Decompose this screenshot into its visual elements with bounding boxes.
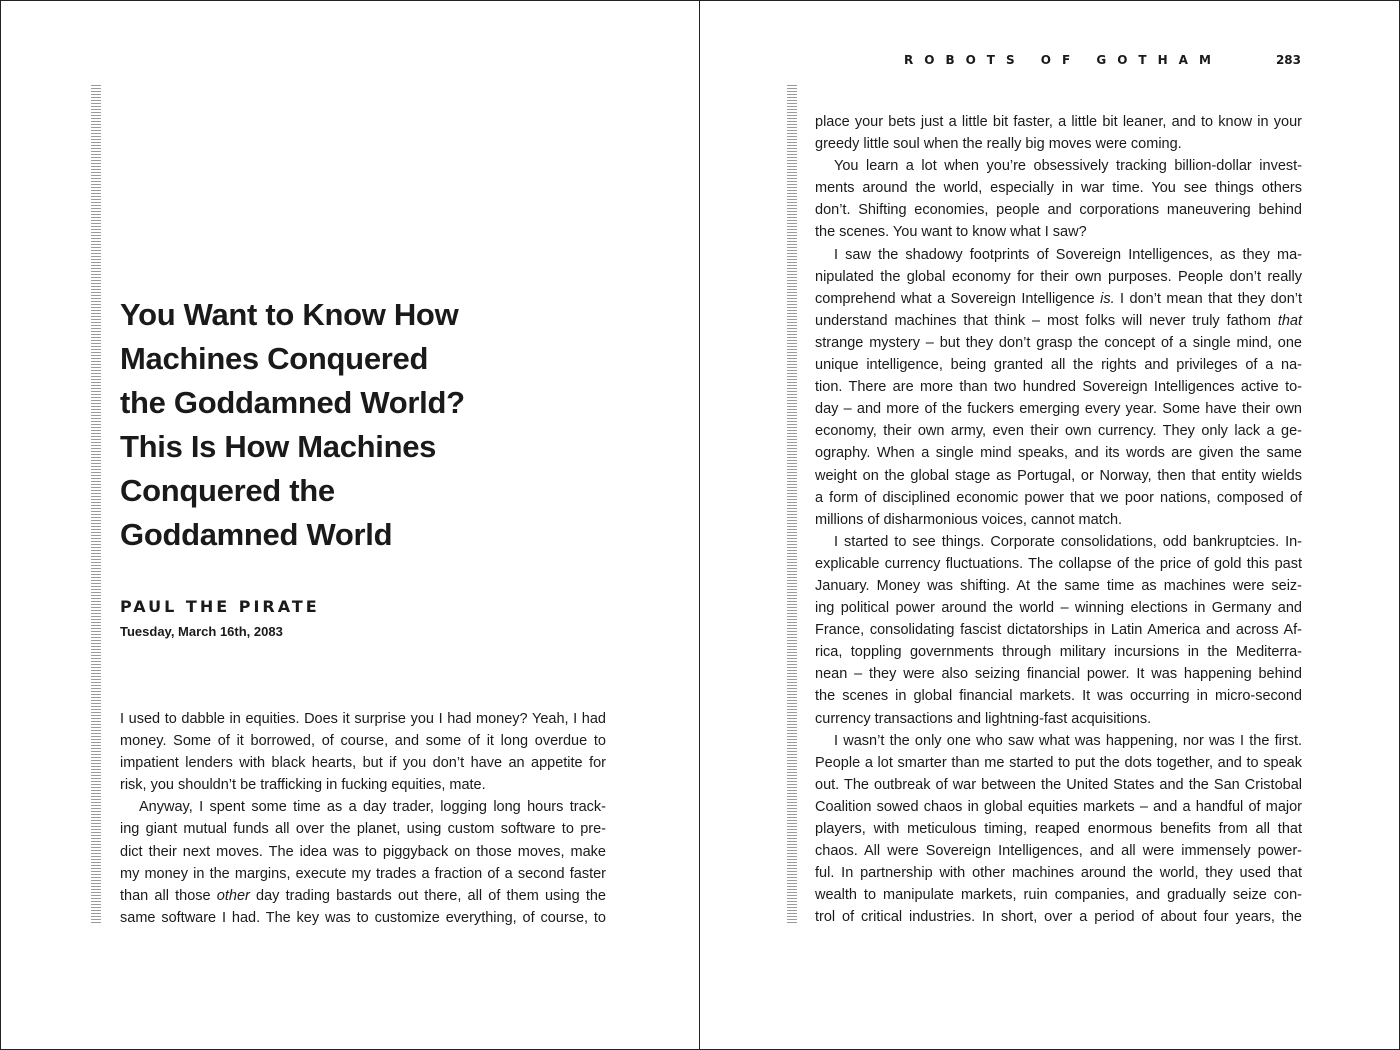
chapter-title-line: You Want to Know How <box>120 297 459 332</box>
text-line: I used to dabble in equities. Does it surprise you I had money? Yeah, I had <box>120 711 606 727</box>
text-run: day trading bastards out there, all of them using the <box>249 887 606 904</box>
margin-rule <box>91 85 101 923</box>
text-line: the scenes. You want to know what I saw? <box>815 224 1087 241</box>
text-line: dict their next moves. The idea was to piggyback on those moves, make <box>120 843 606 860</box>
text-line: place your bets just a little bit faster, a little bit leaner, and to know in your <box>815 114 1302 130</box>
chapter-title-line: Goddamned World <box>120 517 393 552</box>
text-line: nean – they were also seizing financial power. It was happening behind <box>815 666 1302 683</box>
text-line <box>120 885 606 907</box>
text-line: I wasn’t the only one who saw what was happening, nor was I the first. <box>834 732 1302 749</box>
text-line: day – and more of the fuckers emerging every year. Some have their own <box>815 401 1302 418</box>
chapter-title-line: This Is How Machines <box>120 429 437 464</box>
text-line: explicable currency fluctuations. The collapse of the price of gold this past <box>815 555 1302 572</box>
text-line: trol of critical industries. In short, over a period of about four years, the <box>815 909 1302 926</box>
text-line: greedy little soul when the really big moves were coming. <box>815 136 1182 153</box>
text-line: Anyway, I spent some time as a day trader, logging long hours track- <box>139 799 606 816</box>
text-line: ing giant mutual funds all over the planet, using custom software to pre- <box>120 821 606 838</box>
italic-run: other <box>216 887 250 904</box>
text-line: nipulated the global economy for their own purposes. People don’t really <box>815 268 1302 285</box>
italic-run: that <box>1277 312 1302 329</box>
text-line: unique intelligence, being granted all the rights and privileges of a na- <box>815 357 1302 374</box>
text-line: Coalition sowed chaos in global equities markets – and a handful of major <box>815 798 1302 815</box>
text-line: tion. There are more than two hundred Sovereign Intelligences active to- <box>815 379 1302 396</box>
text-line: currency transactions and lightning-fast acquisitions. <box>815 710 1152 727</box>
italic-run: is. <box>1100 290 1115 307</box>
text-line: I saw the shadowy footprints of Sovereign Intelligences, as they ma- <box>834 246 1302 263</box>
text-line: don’t. Shifting economies, people and corporations maneuvering behind <box>815 202 1302 219</box>
right-page <box>699 0 1400 1050</box>
text-line: out. The outbreak of war between the United States and the San Cristobal <box>815 776 1302 793</box>
text-run: comprehend what a Sovereign Intelligence <box>815 290 1101 307</box>
chapter-title <box>120 293 520 557</box>
text-line: players, with meticulous timing, reaped enormous benefits from all that <box>815 821 1302 837</box>
text-line: ments around the world, especially in war time. You see things others <box>815 180 1302 197</box>
text-line: economy, their own army, even their own currency. They only lack a ge- <box>815 423 1302 440</box>
text-line <box>815 288 1302 310</box>
text-line: ful. In partnership with other machines around the world, they used that <box>815 865 1302 882</box>
text-line: same software I had. The key was to customize everything, of course, to <box>120 909 606 926</box>
text-line: the scenes in global financial markets. It was occurring in micro-second <box>815 688 1302 705</box>
text-line: rica, toppling governments through military incursions in the Mediterra- <box>815 644 1302 661</box>
text-run: I don’t mean that they don’t <box>1114 290 1303 307</box>
text-line: You learn a lot when you’re obsessively tracking billion-dollar invest- <box>834 158 1302 175</box>
text-line: ing political power around the world – winning elections in Germany and <box>815 600 1302 617</box>
text-line: ography. When a single mind speaks, and its words are given the same <box>815 445 1302 462</box>
text-line: January. Money was shifting. At the same time as machines were seiz- <box>815 577 1302 594</box>
text-line: impatient lenders with black hearts, but if you don’t have an appetite for <box>120 755 606 772</box>
body-text <box>815 111 1302 928</box>
chapter-title-line: Machines Conquered <box>120 341 429 376</box>
chapter-date: Tuesday, March 16th, 2083 <box>120 624 283 639</box>
text-run: than all those <box>120 887 217 904</box>
text-run: understand machines that think – most folks will never truly fathom <box>815 312 1278 329</box>
chapter-author: PAUL THE PIRATE <box>120 597 320 616</box>
margin-rule <box>787 85 797 923</box>
chapter-title-line: the Goddamned World? <box>120 385 465 420</box>
text-line: France, consolidating fascist dictatorships in Latin America and across Af- <box>815 622 1302 639</box>
text-line: wealth to manipulate markets, ruin companies, and gradually seize con- <box>815 887 1302 904</box>
text-line: I started to see things. Corporate consolidations, odd bankruptcies. In- <box>834 533 1302 550</box>
page-number: 283 <box>1275 53 1301 67</box>
text-line: weight on the global stage as Portugal, or Norway, then that entity wields <box>815 467 1302 484</box>
text-line: a form of disciplined economic power that we poor nations, composed of <box>815 489 1302 506</box>
text-line: millions of disharmonious voices, cannot match. <box>815 511 1123 528</box>
text-line: money. Some of it borrowed, of course, and some of it long overdue to <box>120 733 606 750</box>
text-line: chaos. All were Sovereign Intelligences, and all were immensely power- <box>815 843 1302 860</box>
text-line: People a lot smarter than me started to put the dots together, and to speak <box>815 754 1302 771</box>
body-text <box>120 708 606 929</box>
text-line <box>815 310 1302 332</box>
text-line: my money in the margins, execute my trades a fraction of a second faster <box>120 865 606 882</box>
running-header-title: ROBOTS OF GOTHAM <box>904 53 1222 67</box>
chapter-title-line: Conquered the <box>120 473 335 508</box>
text-line: risk, you shouldn’t be trafficking in fucking equities, mate. <box>120 777 486 794</box>
text-line: strange mystery – but they don’t grasp the concept of a single mind, one <box>815 334 1302 351</box>
running-header <box>700 53 1400 73</box>
